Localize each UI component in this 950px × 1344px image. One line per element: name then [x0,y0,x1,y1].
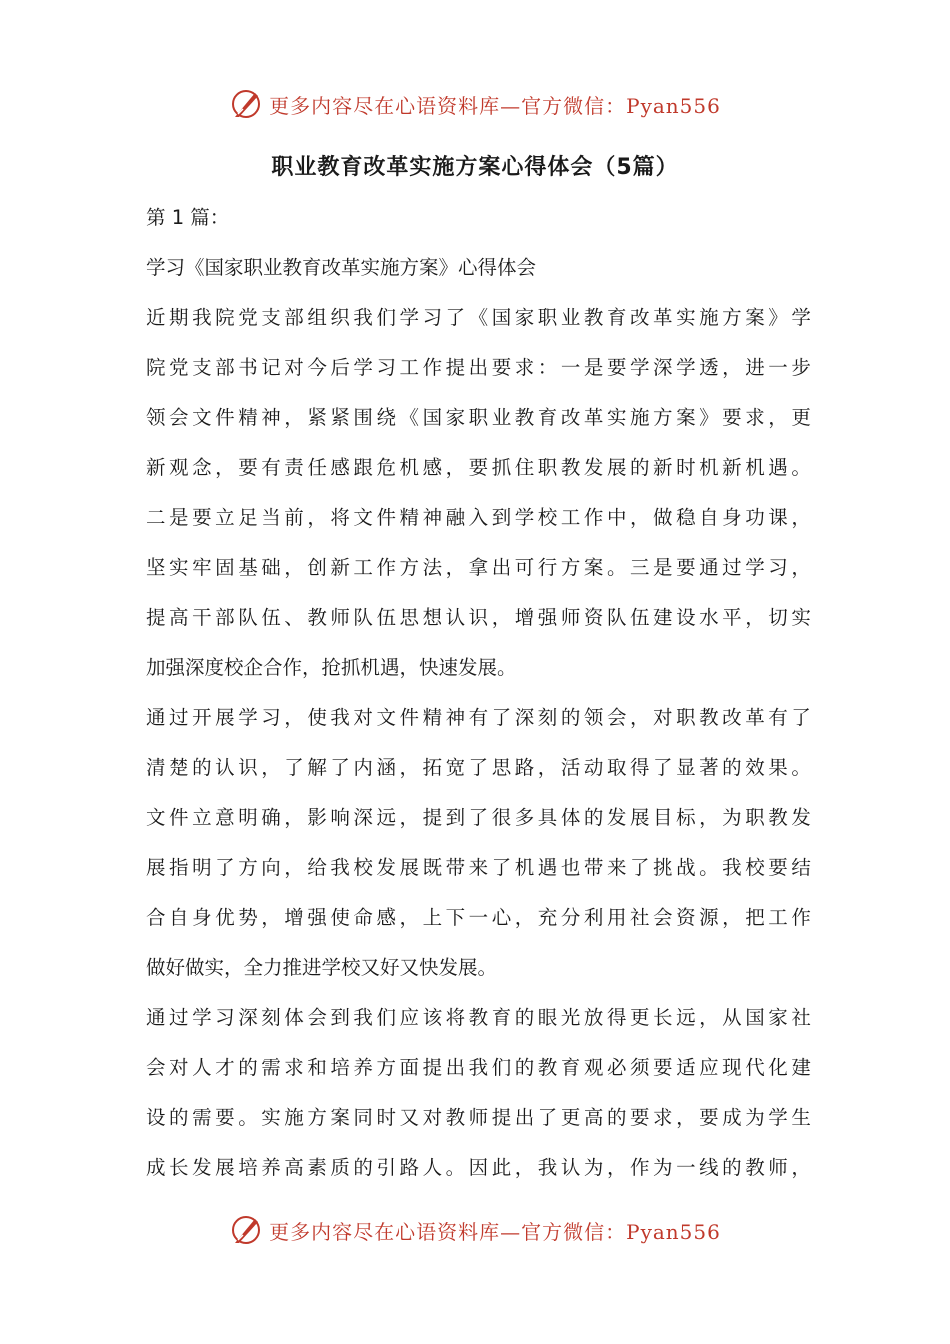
paragraph-line: 近 期 我 院 党 支 部 组 织 我 们 学 习 了 《 国 家 职 业 教 育 改 革 实 施 方 案 》 学 [146,306,811,329]
header-banner-text: 更多内容尽在心语资料库—官方微信：Pyan556 [269,93,721,118]
paragraph-line: 展 指 明 了 方 向 ， 给 我 校 发 展 既 带 来 了 机 遇 也 带 来 了 挑 战 。 我 校 要 结 [146,856,811,879]
footer-banner [0,1208,950,1252]
header-banner [0,82,950,126]
paragraph-line: 提 高 干 部 队 伍 、 教 师 队 伍 思 想 认 识 ， 增 强 师 资 队 伍 建 设 水 平 ， 切 实 [146,606,811,629]
paragraph-line: 通 过 开 展 学 习 ， 使 我 对 文 件 精 神 有 了 深 刻 的 领 会 ， 对 职 教 改 革 有 了 [146,706,811,729]
paragraph-line: 加强深度校企合作，抢抓机遇，快速发展。 [146,656,517,679]
document-body [146,193,811,1193]
paragraph-line: 通 过 学 习 深 刻 体 会 到 我 们 应 该 将 教 育 的 眼 光 放 得 更 长 远 ， 从 国 家 社 [146,1006,811,1029]
section-label: 第 1 篇： [146,206,230,229]
paragraph-line: 做好做实，全力推进学校又好又快发展。 [146,956,498,979]
paragraph-line: 院 党 支 部 书 记 对 今 后 学 习 工 作 提 出 要 求 ： 一 是 要 学 深 学 透 ， 进 一 步 [146,356,811,379]
paragraph-line: 成 长 发 展 培 养 高 素 质 的 引 路 人 。 因 此 ， 我 认 为 ， 作 为 一 线 的 教 师 ， [146,1156,811,1179]
subtitle: 学习《国家职业教育改革实施方案》心得体会 [146,256,537,279]
paragraph-line: 新 观 念 ， 要 有 责 任 感 跟 危 机 感 ， 要 抓 住 职 教 发 展 的 新 时 机 新 机 遇 。 [146,456,811,479]
paragraph-line: 会 对 人 才 的 需 求 和 培 养 方 面 提 出 我 们 的 教 育 观 必 须 要 适 应 现 代 化 建 [146,1056,811,1079]
paragraph-line: 清 楚 的 认 识 ， 了 解 了 内 涵 ， 拓 宽 了 思 路 ， 活 动 取 得 了 显 著 的 效 果 。 [146,756,811,779]
paragraph-line: 合 自 身 优 势 ， 增 强 使 命 感 ， 上 下 一 心 ， 充 分 利 用 社 会 资 源 ， 把 工 作 [146,906,811,929]
document-title: 职业教育改革实施方案心得体会（5篇） [271,155,679,180]
paragraph-line: 二 是 要 立 足 当 前 ， 将 文 件 精 神 融 入 到 学 校 工 作 中 ， 做 稳 自 身 功 课 ， [146,506,811,529]
paragraph-line: 文 件 立 意 明 确 ， 影 响 深 远 ， 提 到 了 很 多 具 体 的 发 展 目 标 ， 为 职 教 发 [146,806,811,829]
paragraph-line: 领 会 文 件 精 神 ， 紧 紧 围 绕 《 国 家 职 业 教 育 改 革 实 施 方 案 》 要 求 ， 更 [146,406,811,429]
paragraph-line: 坚 实 牢 固 基 础 ， 创 新 工 作 方 法 ， 拿 出 可 行 方 案 。 三 是 要 通 过 学 习 ， [146,556,811,579]
quill-logo-icon [229,1213,263,1247]
footer-banner-text: 更多内容尽在心语资料库—官方微信：Pyan556 [269,1219,721,1244]
quill-logo-icon [229,87,263,121]
paragraph-line: 设 的 需 要 。 实 施 方 案 同 时 又 对 教 师 提 出 了 更 高 的 要 求 ， 要 成 为 学 生 [146,1106,811,1129]
